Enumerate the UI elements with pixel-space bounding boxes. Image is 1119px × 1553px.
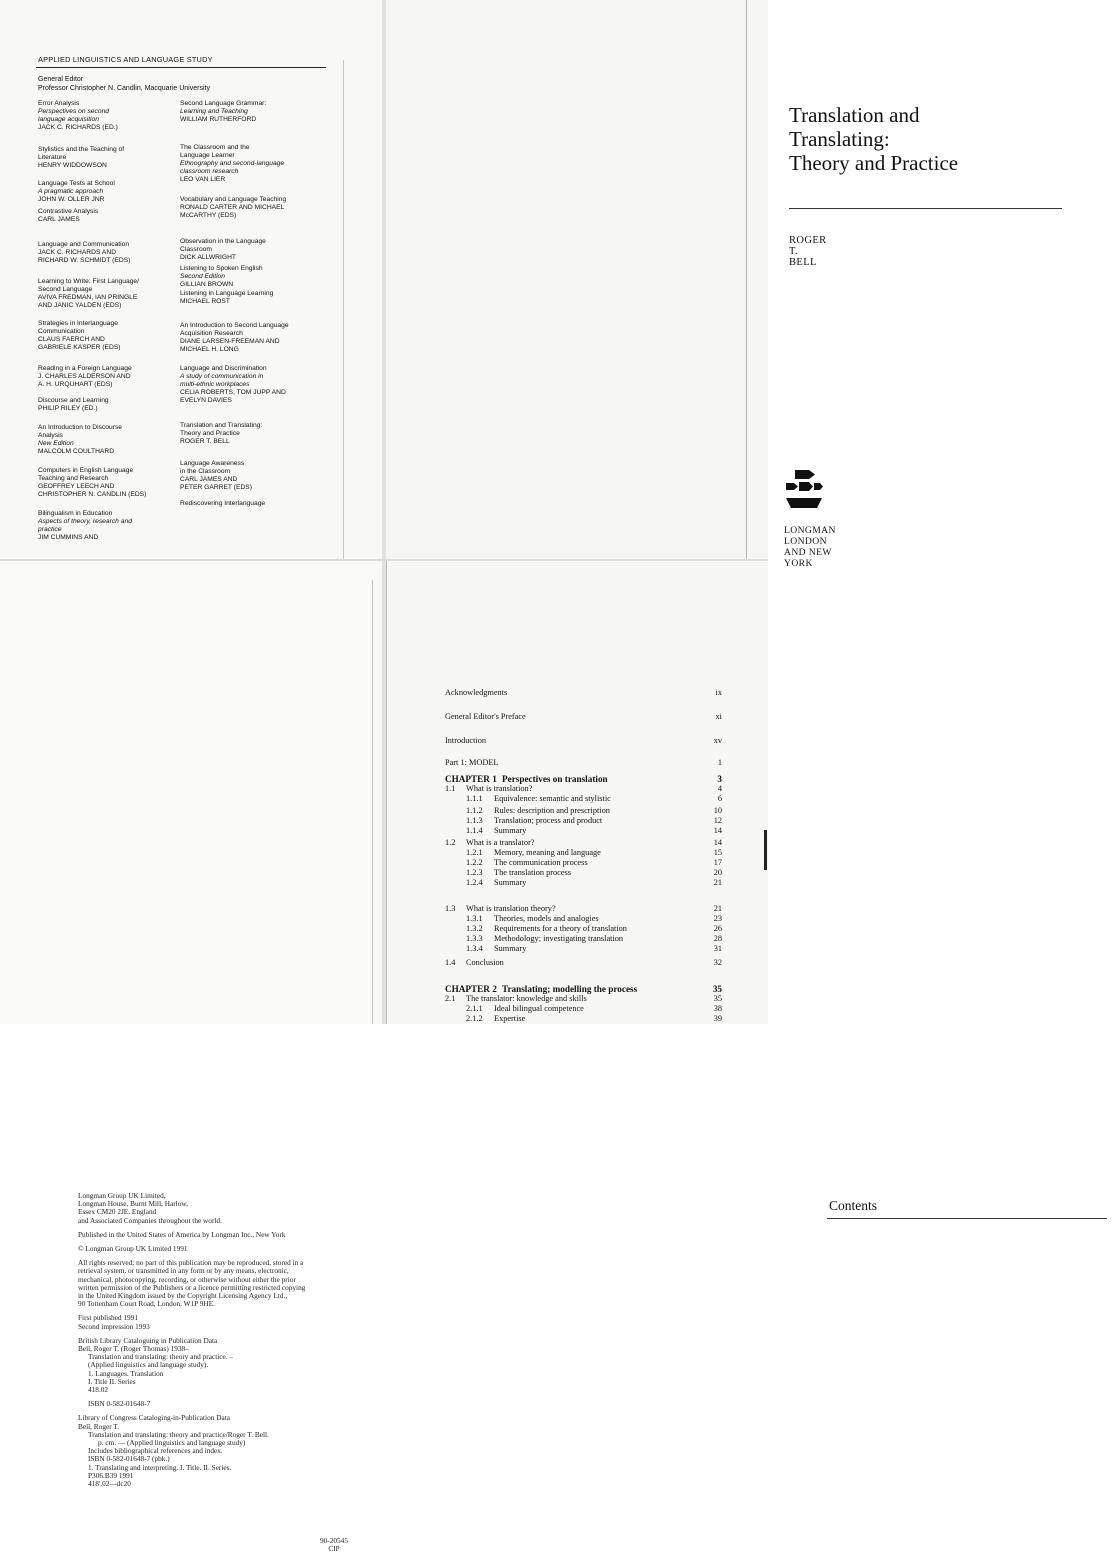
toc-number: 1.3.2	[466, 924, 483, 933]
page-imprint	[0, 560, 384, 1553]
page-divider	[0, 559, 768, 561]
imprint-line: and Associated Companies throughout the world.	[78, 1215, 222, 1225]
book-line: Listening to Spoken English	[180, 265, 263, 272]
book-line: Rediscovering Interlanguage	[180, 500, 266, 507]
toc-page: 14	[713, 838, 722, 847]
series-book	[180, 238, 266, 262]
book-line: Second Language	[38, 286, 93, 293]
toc-label: Perspectives on translation	[502, 774, 608, 784]
toc-label: Memory, meaning and language	[494, 848, 601, 857]
toc-entry	[384, 858, 768, 868]
toc-number: 1.2.4	[466, 878, 483, 887]
book-line: AVIVA FREDMAN, IAN PRINGLE	[38, 294, 138, 301]
series-book	[38, 100, 118, 132]
toc-page: 38	[713, 1004, 722, 1013]
book-line: JOHN W. OLLER JNR	[38, 196, 105, 203]
book-line: ROGER T. BELL	[180, 438, 230, 445]
page-series-list	[0, 0, 384, 560]
toc-page: 15	[713, 848, 722, 857]
toc-entry	[384, 1004, 768, 1014]
book-line: CARL JAMES	[38, 216, 80, 223]
book-line: Discourse and Learning	[38, 397, 109, 404]
toc-page: 6	[717, 794, 722, 803]
book-line: Translation and Translating:	[180, 422, 263, 429]
scan-mark	[764, 830, 767, 870]
book-line: New Edition	[38, 440, 74, 447]
book-line: PETER GARRET (EDS)	[180, 484, 252, 491]
book-line: Bilingualism in Education	[38, 510, 113, 517]
toc-label: Expertise	[494, 1014, 526, 1023]
imprint-line: 1. Translating and interpreting. I. Title. II. Series.	[88, 1462, 232, 1472]
book-line: DIANE LARSEN-FREEMAN AND	[180, 338, 280, 345]
book-line: CARL JAMES AND	[180, 476, 238, 483]
toc-label: Theories, models and analogies	[494, 914, 599, 923]
series-book	[180, 460, 252, 492]
series-book	[38, 397, 109, 413]
imprint-line: First published 1991	[78, 1313, 138, 1323]
series-book	[180, 265, 263, 289]
imprint-line: Second impression 1993	[78, 1321, 150, 1331]
toc-page: 31	[713, 944, 722, 953]
imprint-line: P306.B39 1991	[88, 1470, 134, 1480]
toc-entry	[384, 914, 768, 924]
book-line: Teaching and Research	[38, 475, 109, 482]
toc-page: xv	[713, 736, 722, 745]
toc-page: 20	[713, 868, 722, 877]
imprint-line: Translation and translating: theory and practice/Roger T. Bell.	[88, 1429, 269, 1439]
book-line: RONALD CARTER AND MICHAEL	[180, 204, 285, 211]
toc-chapter	[384, 774, 768, 784]
book-line: Second Edition	[180, 273, 225, 280]
series-book	[38, 424, 122, 456]
toc-number: 1.2	[445, 838, 456, 847]
toc-page: 3	[717, 774, 722, 784]
imprint-line: 1. Languages. Translation	[88, 1368, 164, 1378]
book-line: The Classroom and the	[180, 144, 250, 151]
toc-label: Ideal bilingual competence	[494, 1004, 584, 1013]
toc-entry	[384, 794, 768, 804]
book-line: A study of communication in	[180, 373, 264, 380]
toc-page: 10	[713, 806, 722, 815]
toc-number: 1.2.3	[466, 868, 483, 877]
book-line: Language and Communication	[38, 241, 130, 248]
publisher-name: LONGMAN	[784, 525, 836, 536]
page-contents	[384, 560, 878, 1213]
book-line: Contrastive Analysis	[38, 208, 99, 215]
toc-entry	[384, 924, 768, 934]
toc-page: 28	[713, 934, 722, 943]
series-book	[38, 146, 124, 170]
toc-page: 26	[713, 924, 722, 933]
book-line: JIM CUMMINS AND	[38, 534, 99, 541]
book-line: Observation in the Language	[180, 238, 266, 245]
publisher	[784, 525, 836, 569]
page-gutter	[382, 0, 386, 1024]
toc-number: 1.1.1	[466, 794, 483, 803]
imprint-line: Includes bibliographical references and index.	[88, 1446, 223, 1456]
toc-number: 1.1.3	[466, 816, 483, 825]
book-line: Language and Discrimination	[180, 365, 267, 372]
toc-label: Summary	[494, 878, 527, 887]
scan-streak	[372, 580, 373, 1024]
toc-label: What is translation?	[466, 784, 533, 793]
imprint-line: Essex CM20 2JE, England	[78, 1207, 157, 1217]
contents-rule	[827, 1218, 1107, 1219]
title-rule	[789, 208, 1062, 209]
series-book	[38, 208, 98, 224]
book-line: An Introduction to Second Language	[180, 322, 289, 329]
book-line: Vocabulary and Language Teaching	[180, 196, 287, 203]
imprint-line: p. cm. — (Applied linguistics and language study)	[98, 1438, 246, 1448]
imprint-line: ISBN 0-582-01648-7	[88, 1399, 151, 1409]
series-book	[38, 278, 139, 310]
book-line: HENRY WIDDOWSON	[38, 162, 107, 169]
book-line: Computers in English Language	[38, 467, 134, 474]
toc-label: Methodology; investigating translation	[494, 934, 624, 943]
book-line: Theory and Practice	[180, 430, 240, 437]
toc-label: Summary	[494, 944, 527, 953]
imprint-line: Translation and translating: theory and practice. –	[88, 1352, 234, 1362]
series-book	[180, 196, 286, 220]
book-line: Ethnography and second-language	[180, 160, 285, 167]
toc-number: 1.3.3	[466, 934, 483, 943]
book-line: practice	[38, 526, 62, 533]
toc-label: Requirements for a theory of translation	[494, 924, 627, 933]
book-line: An Introduction to Discourse	[38, 424, 123, 431]
toc-label: Conclusion	[466, 958, 504, 967]
book-line: classroom research	[180, 168, 239, 175]
toc-number: 1.1.2	[466, 806, 483, 815]
book-line: Stylistics and the Teaching of	[38, 146, 125, 153]
book-line: AND JANIC YALDEN (EDS)	[38, 302, 122, 309]
book-line: Error Analysis	[38, 100, 80, 107]
toc-entry	[384, 934, 768, 944]
toc-page: 1	[717, 758, 722, 767]
series-book	[38, 467, 146, 499]
toc-page: xi	[715, 712, 722, 721]
toc-entry	[384, 826, 768, 836]
toc-entry	[384, 878, 768, 888]
toc-entry	[384, 904, 768, 914]
series-book	[180, 100, 266, 124]
book-line: Learning to Write: First Language/	[38, 278, 139, 285]
imprint-line: British Library Cataloguing in Publication Data	[78, 1335, 218, 1345]
toc-number: 1.3.1	[466, 914, 483, 923]
page-title	[384, 0, 959, 569]
toc-entry	[384, 806, 768, 816]
scan-streak	[386, 560, 387, 1024]
imprint-line: Bell, Roger T.	[78, 1421, 120, 1431]
toc-page: 35	[713, 994, 722, 1003]
series-book	[180, 322, 289, 354]
toc-page: 14	[713, 826, 722, 835]
title-line: Translation and	[789, 103, 920, 127]
imprint-line: Longman Group UK Limited,	[78, 1191, 166, 1200]
toc-number: 1.1	[445, 784, 456, 793]
book-line: A pragmatic approach	[38, 188, 104, 195]
general-editor	[38, 75, 210, 93]
book-line: multi-ethnic workplaces	[180, 381, 250, 388]
toc-entry	[384, 994, 768, 1004]
book-line: Strategies in Interlanguage	[38, 320, 118, 327]
scan-streak	[746, 0, 747, 560]
book-line: MICHAEL ROST	[180, 298, 230, 305]
book-line: WILLIAM RUTHERFORD	[180, 116, 257, 123]
scan-streak	[343, 60, 344, 560]
toc-number: 1.1.4	[466, 826, 483, 835]
toc-chapter	[384, 984, 768, 994]
imprint-line: ISBN 0-582-01648-7 (pbk.)	[88, 1454, 170, 1464]
series-book	[38, 320, 121, 352]
book-line: LEO VAN LIER	[180, 176, 226, 183]
toc-page: 12	[713, 816, 722, 825]
general-editor-name: Professor Christopher N. Candlin, Macquarie University	[38, 85, 210, 92]
publisher-cities: LONDON AND NEW YORK	[784, 536, 832, 569]
toc-number: 1.2.2	[466, 858, 483, 867]
book-line: JACK C. RICHARDS AND	[38, 249, 117, 256]
toc-entry	[384, 736, 768, 746]
book-line: CELIA ROBERTS, TOM JUPP AND	[180, 389, 286, 396]
imprint-line: Published in the United States of America by Longman Inc., New York	[78, 1229, 286, 1239]
book-line: Reading in a Foreign Language	[38, 365, 132, 372]
toc-entry	[384, 758, 768, 768]
imprint-line: Bell, Roger T. (Roger Thomas) 1938–	[78, 1344, 189, 1354]
book-line: Second Language Grammar:	[180, 100, 267, 107]
imprint-line: (Applied linguistics and language study).	[88, 1360, 209, 1370]
header-rule	[36, 67, 326, 68]
toc-entry	[384, 784, 768, 794]
toc-number: 1.2.1	[466, 848, 483, 857]
toc-label: Translating; modelling the process	[502, 984, 638, 994]
series-book	[38, 510, 132, 542]
book-line: McCARTHY (EDS)	[180, 212, 237, 219]
series-book	[38, 365, 132, 389]
imprint-line: Longman House, Burnt Mill, Harlow,	[78, 1199, 188, 1209]
book-line: EVELYN DAVIES	[180, 397, 232, 404]
book-line: MICHAEL H. LONG	[180, 346, 239, 353]
book-line: in the Classroom	[180, 468, 231, 475]
toc-label: The communication process	[494, 858, 588, 867]
series-book	[180, 422, 262, 446]
book-line: Language Awareness	[180, 460, 245, 467]
book-line: CHRISTOPHER N. CANDLIN (EDS)	[38, 491, 147, 498]
toc-page: 23	[713, 914, 722, 923]
book-line: language acquisition	[38, 116, 99, 123]
toc-page: 4	[717, 784, 722, 793]
book-title	[789, 103, 1119, 175]
series-book	[180, 290, 273, 306]
toc-number: 2.1.2	[466, 1014, 483, 1023]
toc-number: 1.3	[445, 904, 456, 913]
imprint-line: written permission of the Publishers or a licence permitting restricted copying	[78, 1282, 306, 1292]
book-line: GEOFFREY LEECH AND	[38, 483, 115, 490]
book-line: JACK C. RICHARDS (ED.)	[38, 124, 118, 131]
toc-number: 1.3.4	[466, 944, 483, 953]
longman-ship-logo-icon	[784, 468, 824, 516]
toc-page: 21	[713, 878, 722, 887]
book-line: Analysis	[38, 432, 63, 439]
toc-page: 39	[713, 1014, 722, 1023]
book-line: PHILIP RILEY (ED.)	[38, 405, 98, 412]
toc-page: 21	[713, 904, 722, 913]
toc-page: 32	[713, 958, 722, 967]
toc-number: CHAPTER 2	[445, 984, 497, 994]
imprint-line: I. Title II. Series	[88, 1376, 136, 1386]
toc-label: Introduction	[445, 736, 487, 745]
book-line: MALCOLM COULTHARD	[38, 448, 115, 455]
series-book	[180, 144, 284, 184]
book-line: GILLIAN BROWN	[180, 281, 234, 288]
series-book	[180, 365, 286, 405]
series-book	[38, 241, 130, 265]
toc-page: 35	[712, 984, 722, 994]
toc-entry	[384, 958, 768, 968]
book-line: Language Tests at School	[38, 180, 115, 187]
cip-number: 90-20545	[320, 1536, 348, 1545]
book-line: Aspects of theory, research and	[38, 518, 132, 525]
toc-entry	[384, 688, 768, 698]
imprint-text	[78, 1192, 378, 1488]
toc-entry	[384, 1014, 768, 1024]
author-name: ROGER T. BELL	[789, 235, 827, 268]
toc-page: 17	[713, 858, 722, 867]
series-book	[180, 500, 265, 508]
toc-label: Acknowledgments	[445, 688, 508, 697]
book-line: Language Learner	[180, 152, 235, 159]
imprint-line: © Longman Group UK Limited 1991	[78, 1244, 188, 1254]
title-line: Translating:	[789, 127, 890, 151]
book-line: J. CHARLES ALDERSON AND	[38, 373, 131, 380]
book-line: A. H. URQUHART (EDS)	[38, 381, 113, 388]
toc-label: Part 1: MODEL	[445, 758, 499, 767]
title-line: Theory and Practice	[789, 151, 959, 175]
toc-label: General Editor's Preface	[445, 712, 526, 721]
series-book	[38, 180, 115, 204]
toc-entry	[384, 944, 768, 954]
imprint-line: 418.02	[88, 1385, 109, 1395]
toc-number: 1.4	[445, 958, 456, 967]
cip-label: CIP	[328, 1544, 340, 1553]
toc-entry	[384, 816, 768, 826]
imprint-line: 418'.02—dc20	[88, 1479, 131, 1489]
general-editor-label: General Editor	[38, 76, 84, 83]
toc-entry	[384, 848, 768, 858]
imprint-line: 90 Tottenham Court Road, London, W1P 9HE.	[78, 1299, 215, 1309]
toc-entry	[384, 838, 768, 848]
book-line: Acquisition Research	[180, 330, 243, 337]
toc-page: ix	[715, 688, 722, 697]
book-line: Perspectives on second	[38, 108, 110, 115]
toc-label: Translation; process and product	[494, 816, 603, 825]
toc-label: Rules: description and prescription	[494, 806, 610, 815]
toc-label: What is a translator?	[466, 838, 535, 847]
toc-label: What is translation theory?	[466, 904, 556, 913]
series-header: APPLIED LINGUISTICS AND LANGUAGE STUDY	[38, 55, 213, 64]
book-line: Learning and Teaching	[180, 108, 248, 115]
toc-label: Summary	[494, 826, 527, 835]
cip-code	[320, 1537, 348, 1553]
book-line: Classroom	[180, 246, 212, 253]
book-line: CLAUS FAERCH AND	[38, 336, 105, 343]
book-line: Communication	[38, 328, 85, 335]
toc-number: CHAPTER 1	[445, 774, 497, 784]
book-line: GABRIELE KASPER (EDS)	[38, 344, 121, 351]
book-line: DICK ALLWRIGHT	[180, 254, 236, 261]
toc-entry	[384, 712, 768, 722]
book-line: Literature	[38, 154, 67, 161]
imprint-line: Library of Congress Cataloging-in-Publication Data	[78, 1413, 230, 1423]
contents-heading: Contents	[829, 1198, 878, 1213]
toc-label: The translator: knowledge and skills	[466, 994, 587, 1003]
toc-label: Equivalence: semantic and stylistic	[494, 794, 611, 803]
toc-number: 2.1	[445, 994, 456, 1003]
toc-number: 2.1.1	[466, 1004, 483, 1013]
toc-entry	[384, 868, 768, 878]
imprint-line: mechanical, photocopying, recording, or otherwise without either the prior	[78, 1274, 296, 1284]
toc-label: The translation process	[494, 868, 571, 877]
book-line: RICHARD W. SCHMIDT (EDS)	[38, 257, 131, 264]
book-line: Listening in Language Learning	[180, 290, 274, 297]
imprint-line: in the United Kingdom issued by the Copyright Licensing Agency Ltd.,	[78, 1291, 288, 1301]
imprint-line: All rights reserved; no part of this publication may be reproduced, stored in a	[78, 1258, 304, 1268]
imprint-line: retrieval system, or transmitted in any form or by any means, electronic,	[78, 1266, 289, 1276]
